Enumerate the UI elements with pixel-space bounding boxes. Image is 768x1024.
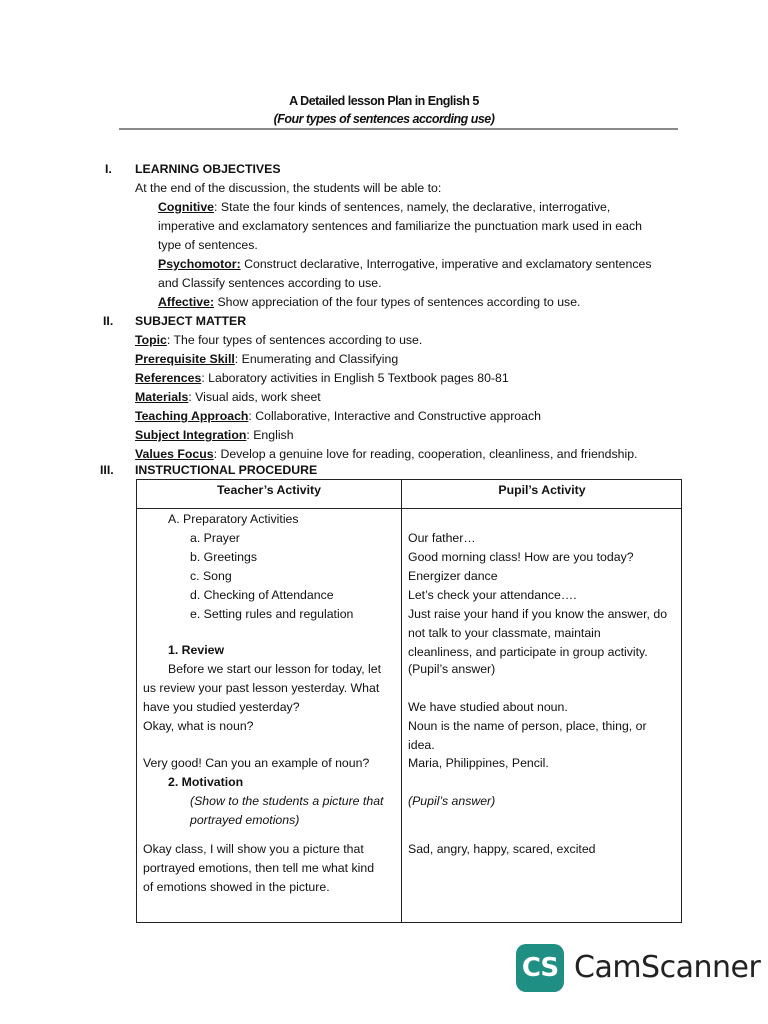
integration-row: Subject Integration: English (135, 428, 294, 442)
section-2-number: II. (103, 314, 114, 328)
pupil-activity-header: Pupil’s Activity (498, 483, 586, 497)
cognitive-objective-line2: imperative and exclamatory sentences and familiarize the punctuation mark used in each (158, 219, 642, 233)
objectives-intro: At the end of the discussion, the students will be able to: (135, 181, 442, 195)
affective-label: Affective: (158, 295, 215, 309)
pupil-emotions: Sad, angry, happy, scared, excited (408, 842, 596, 856)
values-label: Values Focus (135, 447, 214, 461)
document-subtitle: (Four types of sentences according use) (273, 112, 495, 126)
picture-instruction-line2: portrayed emotions, then tell me what kind (143, 861, 375, 875)
pupil-noun-examples: Maria, Philippines, Pencil. (408, 756, 549, 770)
psychomotor-objective: Psychomotor: Construct declarative, Interrogative, imperative and exclamatory sentences (158, 257, 652, 271)
prep-item-attendance: d. Checking of Attendance (190, 588, 334, 602)
pupil-studied-noun: We have studied about noun. (408, 700, 568, 714)
integration-label: Subject Integration (135, 428, 247, 442)
title-divider (119, 128, 678, 130)
psychomotor-objective-line2: and Classify sentences according to use. (158, 276, 382, 290)
pupil-greeting: Good morning class! How are you today? (408, 550, 634, 564)
camscanner-brand: CamScanner (574, 950, 761, 985)
procedure-table (136, 479, 682, 923)
section-1-title: LEARNING OBJECTIVES (135, 162, 281, 176)
preparatory-activities: A. Preparatory Activities (168, 512, 299, 526)
motivation-heading: 2. Motivation (168, 775, 244, 789)
prep-item-song: c. Song (190, 569, 232, 583)
review-text-line3: have you studied yesterday? (143, 700, 300, 714)
section-1-number: I. (105, 162, 112, 176)
motivation-note-line2: portrayed emotions) (190, 813, 300, 827)
motivation-note-line1: (Show to the students a picture that (190, 794, 384, 808)
prerequisite-row: Prerequisite Skill: Enumerating and Classifying (135, 352, 399, 366)
references-label: References (135, 371, 202, 385)
pupil-noun-definition-line2: idea. (408, 738, 435, 752)
review-text-line1: Before we start our lesson for today, let (168, 662, 382, 676)
noun-example-question: Very good! Can you an example of noun? (143, 756, 370, 770)
cognitive-objective-line3: type of sentences. (158, 238, 258, 252)
values-row: Values Focus: Develop a genuine love for reading, cooperation, cleanliness, and friendship. (135, 447, 638, 461)
pupil-answer: (Pupil’s answer) (408, 662, 496, 676)
pupil-song: Energizer dance (408, 569, 498, 583)
pupil-rules-line2: not talk to your classmate, maintain (408, 626, 601, 640)
review-text-line2: us review your past lesson yesterday. What (143, 681, 380, 695)
psychomotor-label: Psychomotor: (158, 257, 241, 271)
header-divider (137, 508, 681, 509)
pupil-rules-line3: cleanliness, and participate in group activity. (408, 645, 648, 659)
prep-item-greetings: b. Greetings (190, 550, 257, 564)
topic-label: Topic (135, 333, 167, 347)
prep-item-prayer: a. Prayer (190, 531, 240, 545)
section-3-number: III. (100, 463, 114, 477)
references-row: References: Laboratory activities in English 5 Textbook pages 80-81 (135, 371, 509, 385)
materials-label: Materials (135, 390, 189, 404)
section-2-title: SUBJECT MATTER (135, 314, 247, 328)
topic-row: Topic: The four types of sentences according to use. (135, 333, 423, 347)
camscanner-logo-icon: CS (516, 944, 564, 992)
teacher-activity-header: Teacher’s Activity (217, 483, 321, 497)
document-title: A Detailed lesson Plan in English 5 (289, 94, 479, 108)
cognitive-label: Cognitive (158, 200, 215, 214)
prep-item-rules: e. Setting rules and regulation (190, 607, 354, 621)
picture-instruction-line1: Okay class, I will show you a picture that (143, 842, 364, 856)
materials-row: Materials: Visual aids, work sheet (135, 390, 321, 404)
cognitive-objective: Cognitive: State the four kinds of sentences, namely, the declarative, interrogative, (158, 200, 611, 214)
pupil-prayer: Our father… (408, 531, 476, 545)
pupil-attendance: Let’s check your attendance…. (408, 588, 577, 602)
document-header (0, 92, 768, 128)
section-3-title: INSTRUCTIONAL PROCEDURE (135, 463, 318, 477)
pupil-rules-line1: Just raise your hand if you know the answer, do (408, 607, 668, 621)
pupil-noun-definition-line1: Noun is the name of person, place, thing, or (408, 719, 647, 733)
pupil-answer-motivation: (Pupil’s answer) (408, 794, 496, 808)
review-text-line4: Okay, what is noun? (143, 719, 254, 733)
affective-objective: Affective: Show appreciation of the four types of sentences according to use. (158, 295, 581, 309)
column-divider (401, 480, 402, 922)
picture-instruction-line3: of emotions showed in the picture. (143, 880, 330, 894)
prerequisite-label: Prerequisite Skill (135, 352, 235, 366)
review-heading: 1. Review (168, 643, 225, 657)
approach-label: Teaching Approach (135, 409, 249, 423)
approach-row: Teaching Approach: Collaborative, Interactive and Constructive approach (135, 409, 541, 423)
